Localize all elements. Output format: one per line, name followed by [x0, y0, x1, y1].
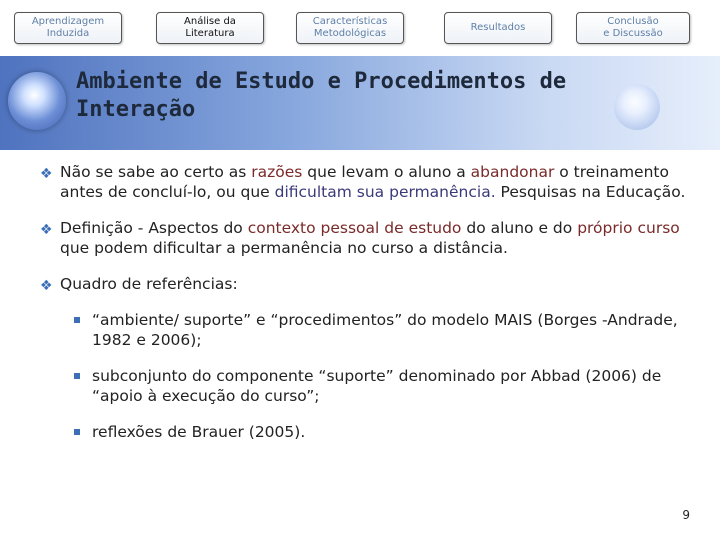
bullet-text: o treinamento antes de concluí-lo, ou que [60, 163, 669, 201]
square-bullet-icon [74, 317, 80, 323]
bullet-quadro-referencias [40, 274, 700, 294]
square-bullet-icon [74, 429, 80, 435]
section-navigation [0, 12, 720, 46]
subbullet-text: subconjunto do componente “suporte” denominado por Abbad (2006) de “apoio à execução do curso”; [92, 367, 662, 405]
bullet-text: que levam o aluno a [302, 163, 471, 181]
highlight-text: abandonar [470, 163, 555, 181]
square-bullet-icon [74, 373, 80, 379]
bullet-razoes [40, 162, 700, 202]
bullet-definicao [40, 218, 700, 258]
subbullet-text: “ambiente/ suporte” e “procedimentos” do modelo MAIS (Borges -Andrade, 1982 e 2006); [92, 311, 678, 349]
subbullet-item [40, 310, 700, 350]
highlight-text: próprio curso [577, 219, 680, 237]
nav-analise-da-literatura[interactable]: Análise da Literatura [156, 12, 264, 44]
highlight-text: dificultam sua permanência. [274, 183, 496, 201]
bullet-text: Não se sabe ao certo as [60, 163, 252, 181]
decorative-orb-left [8, 72, 66, 130]
highlight-text: razões [251, 163, 303, 181]
bullet-text: Pesquisas na Educação. [495, 183, 686, 201]
subbullet-item [40, 422, 700, 442]
nav-aprendizagem-induzida[interactable]: Aprendizagem Induzida [14, 12, 122, 44]
subbullet-text: reflexões de Brauer (2005). [92, 423, 306, 441]
diamond-bullet-icon: ❖ [40, 278, 53, 294]
subbullet-item [40, 366, 700, 406]
slide-title: Ambiente de Estudo e Procedimentos de Interação [76, 69, 567, 122]
diamond-bullet-icon: ❖ [40, 166, 53, 182]
nav-resultados[interactable]: Resultados [444, 12, 552, 44]
bullet-text: Definição - Aspectos do [60, 219, 248, 237]
bullet-text: Quadro de referências: [60, 275, 238, 293]
nav-conclusao-e-discussao[interactable]: Conclusão e Discussão [576, 12, 690, 44]
nav-caracteristicas-metodologicas[interactable]: Características Metodológicas [296, 12, 404, 44]
diamond-bullet-icon: ❖ [40, 222, 53, 238]
slide-content [40, 162, 700, 458]
highlight-text: contexto pessoal de estudo [247, 219, 462, 237]
page-number: 9 [682, 508, 690, 522]
bullet-text: do aluno e do [461, 219, 578, 237]
bullet-text: que podem dificultar a permanência no curso a distância. [60, 239, 508, 257]
